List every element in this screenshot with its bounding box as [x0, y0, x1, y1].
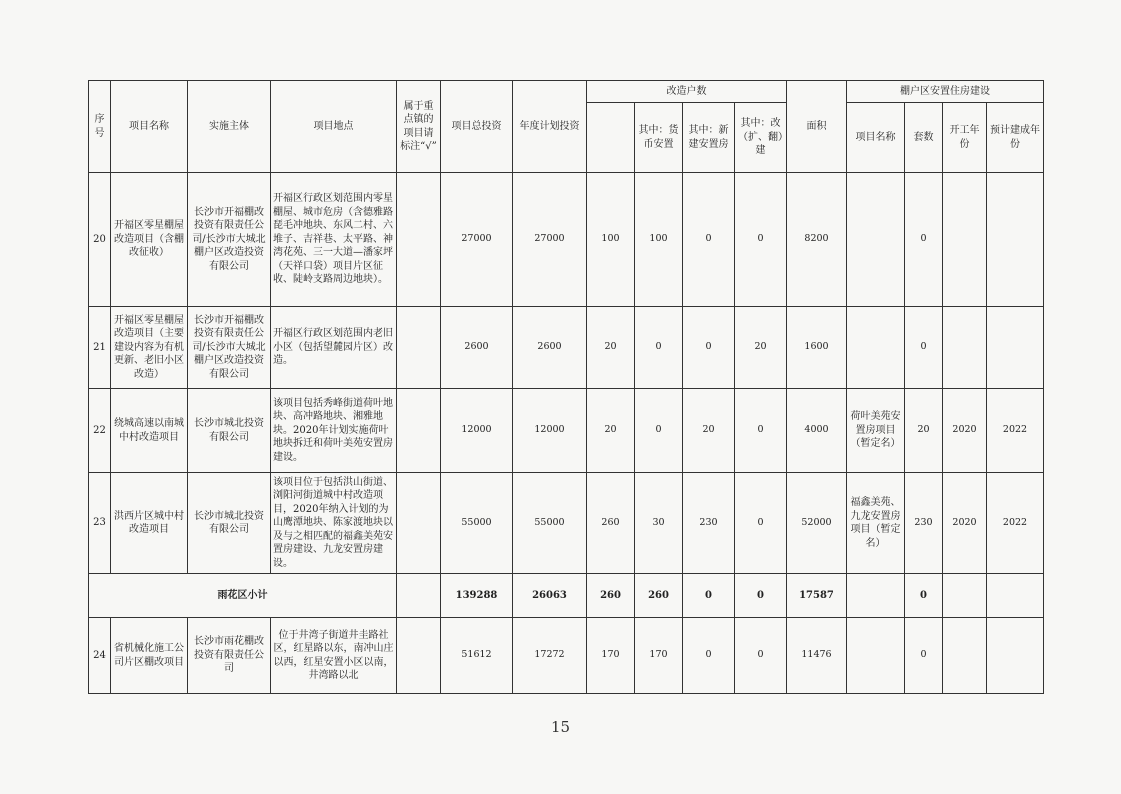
subtotal-key-town: [397, 574, 441, 618]
cell-renovate: 0: [735, 173, 787, 307]
table-row: [89, 307, 1044, 389]
cell-location: 该项目位于包括洪山街道、浏阳河街道城中村改造项目，2020年纳入计划的为山鹰潭地块、陈家渡地块以及与之相匹配的福鑫美苑安置房建设、九龙安置房建设。: [271, 473, 397, 574]
header-renovate: 其中：改（扩、翻）建: [735, 103, 787, 173]
cell-units: 0: [905, 307, 943, 389]
header-location: 项目地点: [271, 81, 397, 173]
cell-units: 0: [905, 173, 943, 307]
cell-start-year: [943, 173, 987, 307]
cell-new-build: 0: [683, 307, 735, 389]
cell-finish-year: [987, 307, 1044, 389]
cell-key-town: [397, 473, 441, 574]
table-row: [89, 389, 1044, 473]
table-row: [89, 173, 1044, 307]
cell-total-invest: 27000: [441, 173, 513, 307]
header-area: 面积: [787, 81, 847, 173]
cell-area: 11476: [787, 618, 847, 694]
cell-new-build: 0: [683, 618, 735, 694]
cell-housing-name: [847, 307, 905, 389]
cell-new-build: 230: [683, 473, 735, 574]
header-new-build: 其中：新建安置房: [683, 103, 735, 173]
cell-area: 8200: [787, 173, 847, 307]
cell-new-build: 0: [683, 173, 735, 307]
cell-seq: 23: [89, 473, 111, 574]
cell-annual-invest: 55000: [513, 473, 587, 574]
header-seq: 序号: [89, 81, 111, 173]
header-housing-name: 项目名称: [847, 103, 905, 173]
cell-location: 开福区行政区划范围内零星棚屋、城市危房（含德雅路琵毛冲地块、东风二村、六堆子、吉祥巷、太平路、神湾花苑、三一大道—潘家坪（天祥口袋）项目片区征收、陡岭支路周边地块）。: [271, 173, 397, 307]
subtotal-area: 17587: [787, 574, 847, 618]
cell-annual-invest: 17272: [513, 618, 587, 694]
header-entity: 实施主体: [188, 81, 271, 173]
cell-seq: 22: [89, 389, 111, 473]
cell-key-town: [397, 307, 441, 389]
cell-start-year: 2020: [943, 389, 987, 473]
header-housing-group: 棚户区安置住房建设: [847, 81, 1044, 103]
cell-renovate: 0: [735, 389, 787, 473]
cell-total-invest: 55000: [441, 473, 513, 574]
table-row: [89, 618, 1044, 694]
cell-households: 20: [587, 307, 635, 389]
header-households-total: [587, 103, 635, 173]
subtotal-annual-invest: 26063: [513, 574, 587, 618]
cell-finish-year: 2022: [987, 389, 1044, 473]
cell-units: 0: [905, 618, 943, 694]
subtotal-finish-year: [987, 574, 1044, 618]
cell-name: 开福区零星棚屋改造项目（含棚改征收）: [111, 173, 188, 307]
cell-start-year: [943, 307, 987, 389]
cell-name: 洪西片区城中村改造项目: [111, 473, 188, 574]
header-key-town: 属于重点镇的项目请标注“√”: [397, 81, 441, 173]
cell-total-invest: 51612: [441, 618, 513, 694]
cell-key-town: [397, 389, 441, 473]
header-households-group: 改造户数: [587, 81, 787, 103]
cell-monetary: 100: [635, 173, 683, 307]
cell-households: 100: [587, 173, 635, 307]
cell-finish-year: [987, 173, 1044, 307]
subtotal-row: [89, 574, 1044, 618]
cell-start-year: [943, 618, 987, 694]
project-table: [88, 80, 1044, 694]
subtotal-label: 雨花区小计: [89, 574, 397, 618]
cell-seq: 20: [89, 173, 111, 307]
subtotal-households: 260: [587, 574, 635, 618]
cell-location: 该项目包括秀峰街道荷叶地块、高冲路地块、湘雅地块。2020年计划实施荷叶地块拆迁和荷叶美苑安置房建设。: [271, 389, 397, 473]
cell-annual-invest: 27000: [513, 173, 587, 307]
header-finish-year: 预计建成年份: [987, 103, 1044, 173]
page-number: 15: [550, 718, 571, 736]
cell-renovate: 0: [735, 473, 787, 574]
header-name: 项目名称: [111, 81, 188, 173]
cell-housing-name: [847, 618, 905, 694]
cell-entity: 长沙市城北投资有限公司: [188, 389, 271, 473]
cell-name: 开福区零星棚屋改造项目（主要建设内容为有机更新、老旧小区改造）: [111, 307, 188, 389]
subtotal-total-invest: 139288: [441, 574, 513, 618]
cell-units: 20: [905, 389, 943, 473]
cell-housing-name: [847, 173, 905, 307]
header-row-1: [89, 81, 1044, 103]
cell-finish-year: [987, 618, 1044, 694]
cell-location: 开福区行政区划范围内老旧小区（包括望麓园片区）改造。: [271, 307, 397, 389]
cell-key-town: [397, 618, 441, 694]
cell-housing-name: 福鑫美苑、九龙安置房项目（暂定名）: [847, 473, 905, 574]
cell-area: 1600: [787, 307, 847, 389]
cell-housing-name: 荷叶美苑安置房项目（暂定名）: [847, 389, 905, 473]
cell-name: 绕城高速以南城中村改造项目: [111, 389, 188, 473]
cell-renovate: 20: [735, 307, 787, 389]
cell-monetary: 0: [635, 389, 683, 473]
cell-annual-invest: 2600: [513, 307, 587, 389]
cell-finish-year: 2022: [987, 473, 1044, 574]
cell-households: 260: [587, 473, 635, 574]
cell-entity: 长沙市开福棚改投资有限责任公司/长沙市大城北棚户区改造投资有限公司: [188, 173, 271, 307]
cell-location: 位于井湾子街道井圭路社区，红星路以东，南冲山庄以西，红星安置小区以南，井湾路以北: [271, 618, 397, 694]
cell-seq: 24: [89, 618, 111, 694]
cell-units: 230: [905, 473, 943, 574]
header-total-invest: 项目总投资: [441, 81, 513, 173]
cell-monetary: 30: [635, 473, 683, 574]
cell-seq: 21: [89, 307, 111, 389]
subtotal-housing-name: [847, 574, 905, 618]
cell-renovate: 0: [735, 618, 787, 694]
cell-households: 20: [587, 389, 635, 473]
cell-total-invest: 2600: [441, 307, 513, 389]
cell-entity: 长沙市城北投资有限公司: [188, 473, 271, 574]
subtotal-start-year: [943, 574, 987, 618]
cell-entity: 长沙市雨花棚改投资有限责任公司: [188, 618, 271, 694]
cell-name: 省机械化施工公司片区棚改项目: [111, 618, 188, 694]
header-units: 套数: [905, 103, 943, 173]
subtotal-units: 0: [905, 574, 943, 618]
cell-new-build: 20: [683, 389, 735, 473]
cell-area: 52000: [787, 473, 847, 574]
subtotal-monetary: 260: [635, 574, 683, 618]
cell-total-invest: 12000: [441, 389, 513, 473]
cell-annual-invest: 12000: [513, 389, 587, 473]
cell-key-town: [397, 173, 441, 307]
subtotal-renovate: 0: [735, 574, 787, 618]
cell-monetary: 0: [635, 307, 683, 389]
cell-entity: 长沙市开福棚改投资有限责任公司/长沙市大城北棚户区改造投资有限公司: [188, 307, 271, 389]
cell-area: 4000: [787, 389, 847, 473]
header-annual-invest: 年度计划投资: [513, 81, 587, 173]
subtotal-new-build: 0: [683, 574, 735, 618]
cell-monetary: 170: [635, 618, 683, 694]
header-start-year: 开工年份: [943, 103, 987, 173]
cell-households: 170: [587, 618, 635, 694]
table-row: [89, 473, 1044, 574]
cell-start-year: 2020: [943, 473, 987, 574]
header-monetary: 其中：货币安置: [635, 103, 683, 173]
